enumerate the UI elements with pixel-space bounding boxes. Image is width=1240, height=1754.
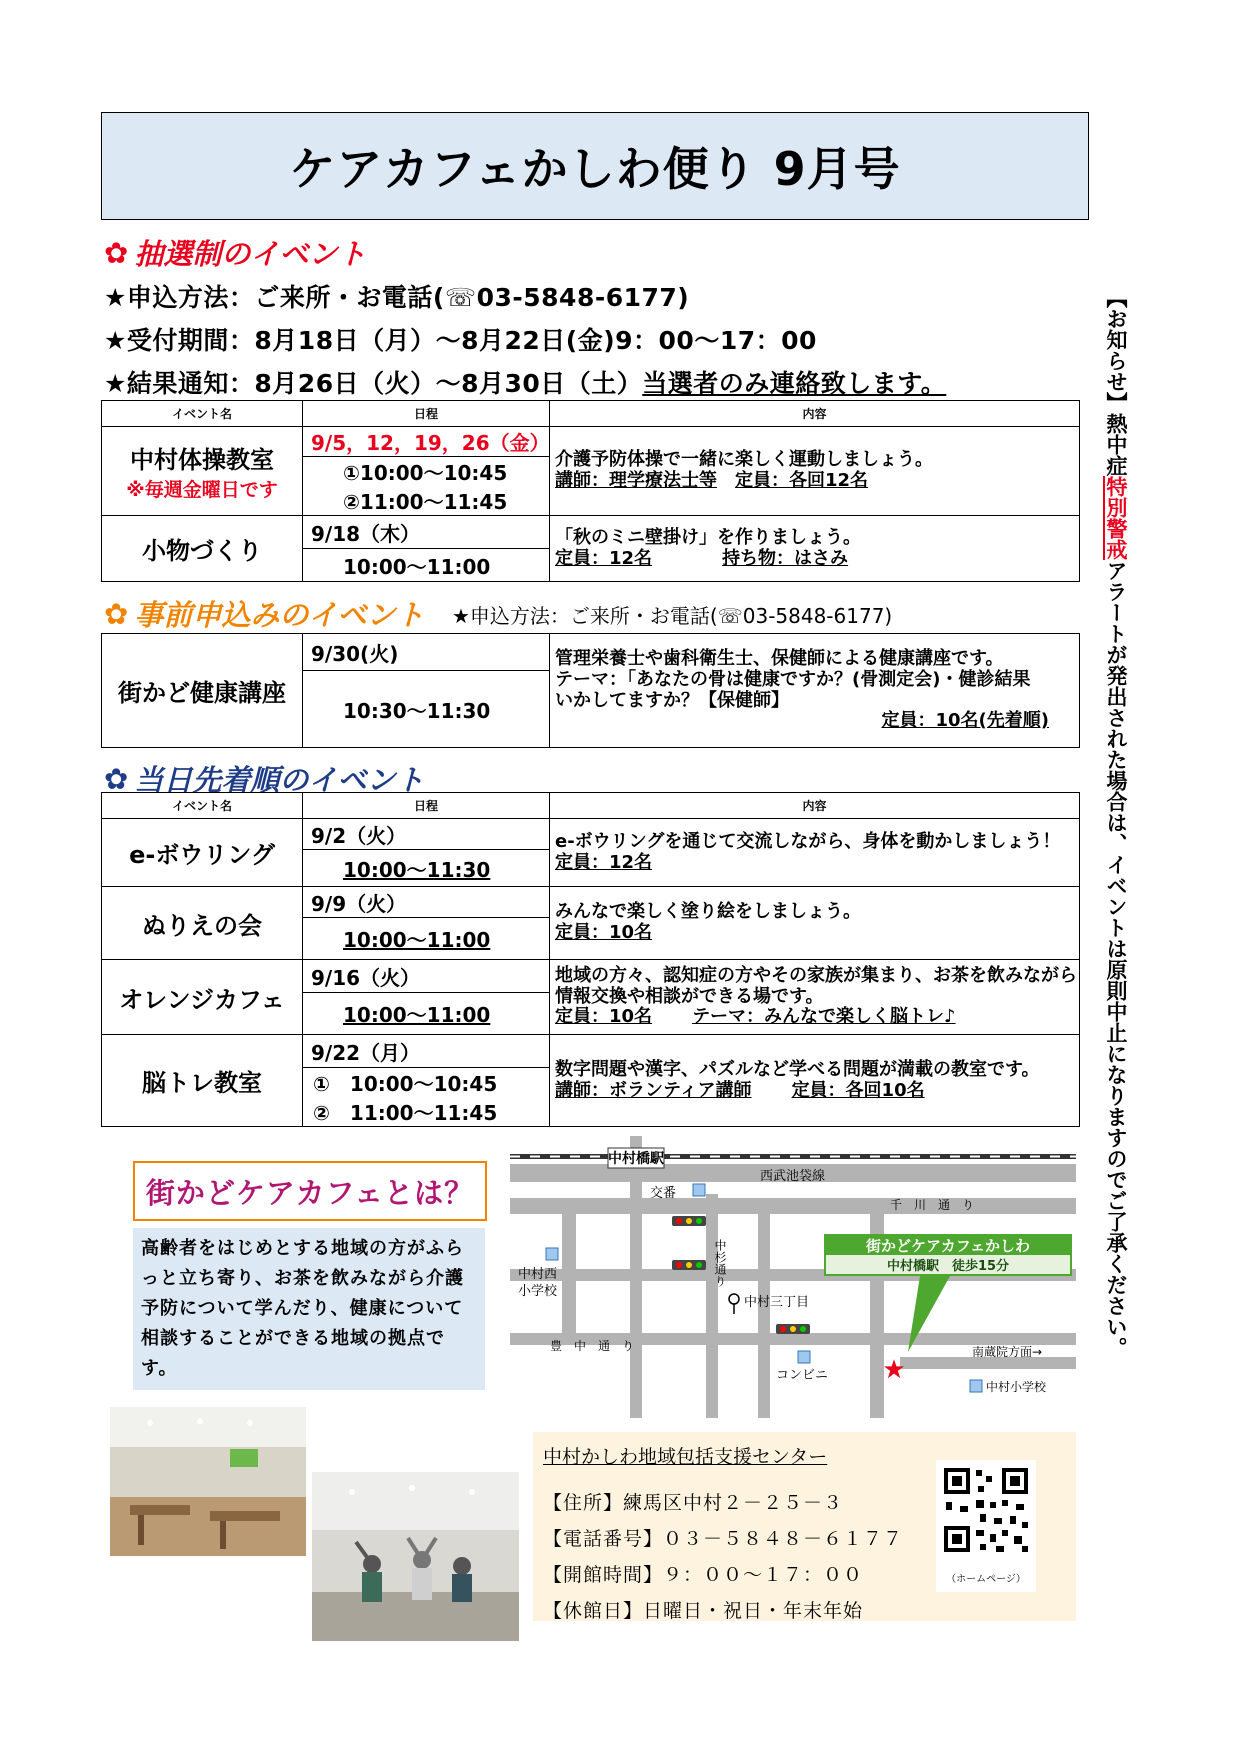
line-label: 西武池袋線 [760,1169,826,1184]
traffic-light-icon [776,1324,810,1334]
event-date: 9/9（火） [303,887,550,918]
event-capacity: 定員：12名 [555,851,653,873]
advance-table [101,633,1080,748]
event-date: 9/5，12，19，26（金） [303,427,550,457]
event-name: 小物づくり [102,516,303,582]
about-text: 高齢者をはじめとする地域の方がふらっと立ち寄り、お茶を飲みながら介護予防について学んだり、健康について相談することができる地域の拠点です。 [133,1228,485,1390]
center-info-box [533,1432,1076,1621]
center-hours: 【開館時間】９：００～１７：００ [543,1564,864,1586]
event-desc [550,634,1080,748]
road [562,1214,576,1334]
event-theme: テーマ：みんなで楽しく脳トレ♪ [692,1006,956,1028]
about-title: 街かどケアカフェとは？ [133,1161,487,1221]
event-date: 9/30(火) [303,634,550,671]
advance-heading-text: 事前申込みのイベント [134,598,425,632]
event-desc-line: 管理栄養士や歯科衛生士、保健師による健康講座です。 [555,648,1004,670]
advance-heading [104,593,424,634]
cafe-name-label: 街かどケアカフェかしわ [865,1237,1031,1255]
event-name: 脳トレ教室 [102,1035,303,1127]
table-header-row [102,793,1080,819]
event-desc-line: e-ボウリングを通じて交流しながら、身体を動かしましょう！ [555,830,1061,852]
lottery-result-dates: ★結果通知：8月26日（火）～8月30日（土） [104,369,643,398]
event-time-cell [303,1068,550,1127]
event-instructor: 講師：ボランティア講師 [555,1079,752,1101]
event-name: e-ボウリング [102,819,303,887]
traffic-light-icon [672,1216,706,1226]
bus-stop-label: 中村三丁目 [744,1295,810,1310]
advance-apply-method: ★申込方法：ご来所・お電話(☏03-5848-6177) [452,604,893,628]
access-map [510,1134,1076,1418]
event-date: 9/22（月） [303,1035,550,1068]
event-time: ② 11:00～11:45 [313,1101,498,1125]
traffic-light-icon [672,1260,706,1270]
table-row [102,887,1080,918]
center-name: 中村かしわ地域包括支援センター [543,1446,828,1468]
exercise-class-photo [312,1472,519,1641]
event-note: ※毎週金曜日です [126,479,278,501]
event-desc-line: 情報交換や相談ができる場です。 [555,985,824,1007]
event-name: ぬりえの会 [102,887,303,960]
event-time: 10:00～11:00 [303,549,550,582]
lottery-heading-text: 抽選制のイベント [134,237,367,271]
event-desc-line: 「秋のミニ壁掛け」を作りましょう。 [555,526,861,548]
event-name-cell [102,427,303,516]
school-west-label: 中村西 [518,1267,558,1282]
title-box [101,112,1089,220]
event-desc [550,516,1080,582]
event-date: 9/18（木） [303,516,550,549]
sameday-heading-text: 当日先着順のイベント [134,763,425,797]
event-desc-line: テーマ：「あなたの骨は健康ですか？(骨測定会)・健診結果 [555,668,1031,690]
road [706,1194,718,1418]
flower-icon: ✿ [104,761,129,796]
event-desc-line: みんなで楽しく塗り絵をしましょう。 [555,901,861,923]
notice-alert: 特別警戒 [1104,475,1128,560]
lottery-result-note: 当選者のみ連絡致します。 [642,369,947,398]
cafe-access-label: 中村橋駅 徒歩15分 [886,1259,1010,1274]
conveni-label: コンビニ [776,1368,829,1383]
header-content: 内容 [550,401,1080,427]
koban-icon [693,1184,705,1196]
road [510,1198,1076,1214]
star-icon: ★ [882,1355,906,1385]
header-date: 日程 [303,793,550,819]
event-time: 10:00～11:00 [343,1003,491,1027]
page-title: ケアカフェかしわ便り 9月号 [289,142,901,196]
event-time: ①10:00～10:45 [343,461,508,485]
lottery-period: ★受付期間：8月18日（月）～8月22日(金)9：00～17：00 [104,326,817,355]
school-label: 中村小学校 [986,1380,1047,1394]
school-icon [970,1380,982,1392]
event-capacity: 定員：10名 [555,1006,653,1028]
event-time: ②11:00～11:45 [343,490,508,514]
event-capacity: 定員：各回10名 [791,1079,925,1101]
flower-icon: ✿ [104,235,129,270]
event-capacity: 定員：10名(先着順) [881,710,1049,732]
event-time: 10:00～11:30 [343,857,491,882]
event-capacity: 定員：各回12名 [735,470,869,491]
nanzoin-label: 南蔵院方面→ [972,1345,1043,1359]
road [758,1214,770,1418]
station-label: 中村橋駅 [608,1151,664,1167]
event-capacity: 定員：10名 [555,922,653,943]
cafe-interior-photo [110,1407,306,1556]
center-address: 【住所】練馬区中村２－２５－３ [543,1492,844,1514]
lottery-result [104,364,946,400]
table-row [102,634,1080,671]
nakasugi-label: 中杉通り [713,1239,727,1287]
event-date: 9/2（火） [303,819,550,850]
event-desc-line: 介護予防体操で一緒に楽しく運動しましょう。 [555,449,933,471]
homepage-qr[interactable] [936,1460,1036,1592]
event-time-cell [303,918,550,960]
event-time-cell [303,993,550,1035]
table-row [102,516,1080,549]
event-desc [550,1035,1080,1127]
header-event-name: イベント名 [102,793,303,819]
event-desc [550,427,1080,516]
event-desc [550,887,1080,960]
qr-caption: （ホームページ） [946,1574,1026,1585]
event-capacity: 定員：12名 [555,547,653,569]
header-event-name: イベント名 [102,401,303,427]
lottery-table [101,400,1080,582]
event-name: 街かど健康講座 [102,634,303,748]
event-desc [550,819,1080,887]
table-row [102,1035,1080,1068]
table-row [102,427,1080,457]
event-desc [550,960,1080,1035]
school-icon [546,1248,558,1260]
event-time: ① 10:00～10:45 [313,1072,498,1096]
event-time: 10:00～11:00 [343,928,491,952]
toyotama-label: 豊 中 通 り [550,1339,635,1353]
conveni-icon [798,1351,810,1363]
road [630,1136,642,1418]
table-header-row [102,401,1080,427]
table-row [102,819,1080,850]
event-desc-line: 地域の方々、認知症の方やその家族が集まり、お茶を飲みながら [555,964,1077,986]
qr-code-icon [936,1460,1036,1560]
school-west-label-2: 小学校 [518,1284,558,1299]
bus-stop-icon [729,1294,739,1304]
event-time-cell [303,457,550,516]
center-closed-days: 【休館日】日曜日・祝日・年末年始 [543,1600,864,1622]
koban-label: 交番 [650,1186,677,1201]
flower-icon: ✿ [104,596,129,631]
center-phone: 【電話番号】０３－５８４８－６１７７ [543,1528,904,1550]
notice-text: アラートが発出された場合は、イベントは原則中止になりますのでご了承ください。 [1104,559,1128,1358]
header-date: 日程 [303,401,550,427]
event-time-cell [303,850,550,887]
lottery-heading [104,232,366,273]
header-content: 内容 [550,793,1080,819]
heat-notice [1094,112,1130,1532]
event-date: 9/16（火） [303,960,550,993]
table-row [102,960,1080,993]
notice-text: 【お知らせ】熱中症 [1104,286,1128,476]
lottery-apply-method: ★申込方法：ご来所・お電話(☏03-5848-6177) [104,283,690,312]
sameday-table [101,792,1080,1127]
event-belongings: 持ち物：はさみ [722,547,849,569]
event-instructor: 講師：理学療法士等 [555,470,717,491]
event-name: 中村体操教室 [130,446,274,474]
event-desc-line: いかしてますか？【保健師】 [555,689,789,711]
event-name: オレンジカフェ [102,960,303,1035]
event-time: 10:30～11:30 [303,671,550,748]
senkawa-label: 千 川 通 り [890,1198,975,1212]
event-desc-line: 数字問題や漢字、パズルなど学べる問題が満載の教室です。 [555,1058,1040,1080]
